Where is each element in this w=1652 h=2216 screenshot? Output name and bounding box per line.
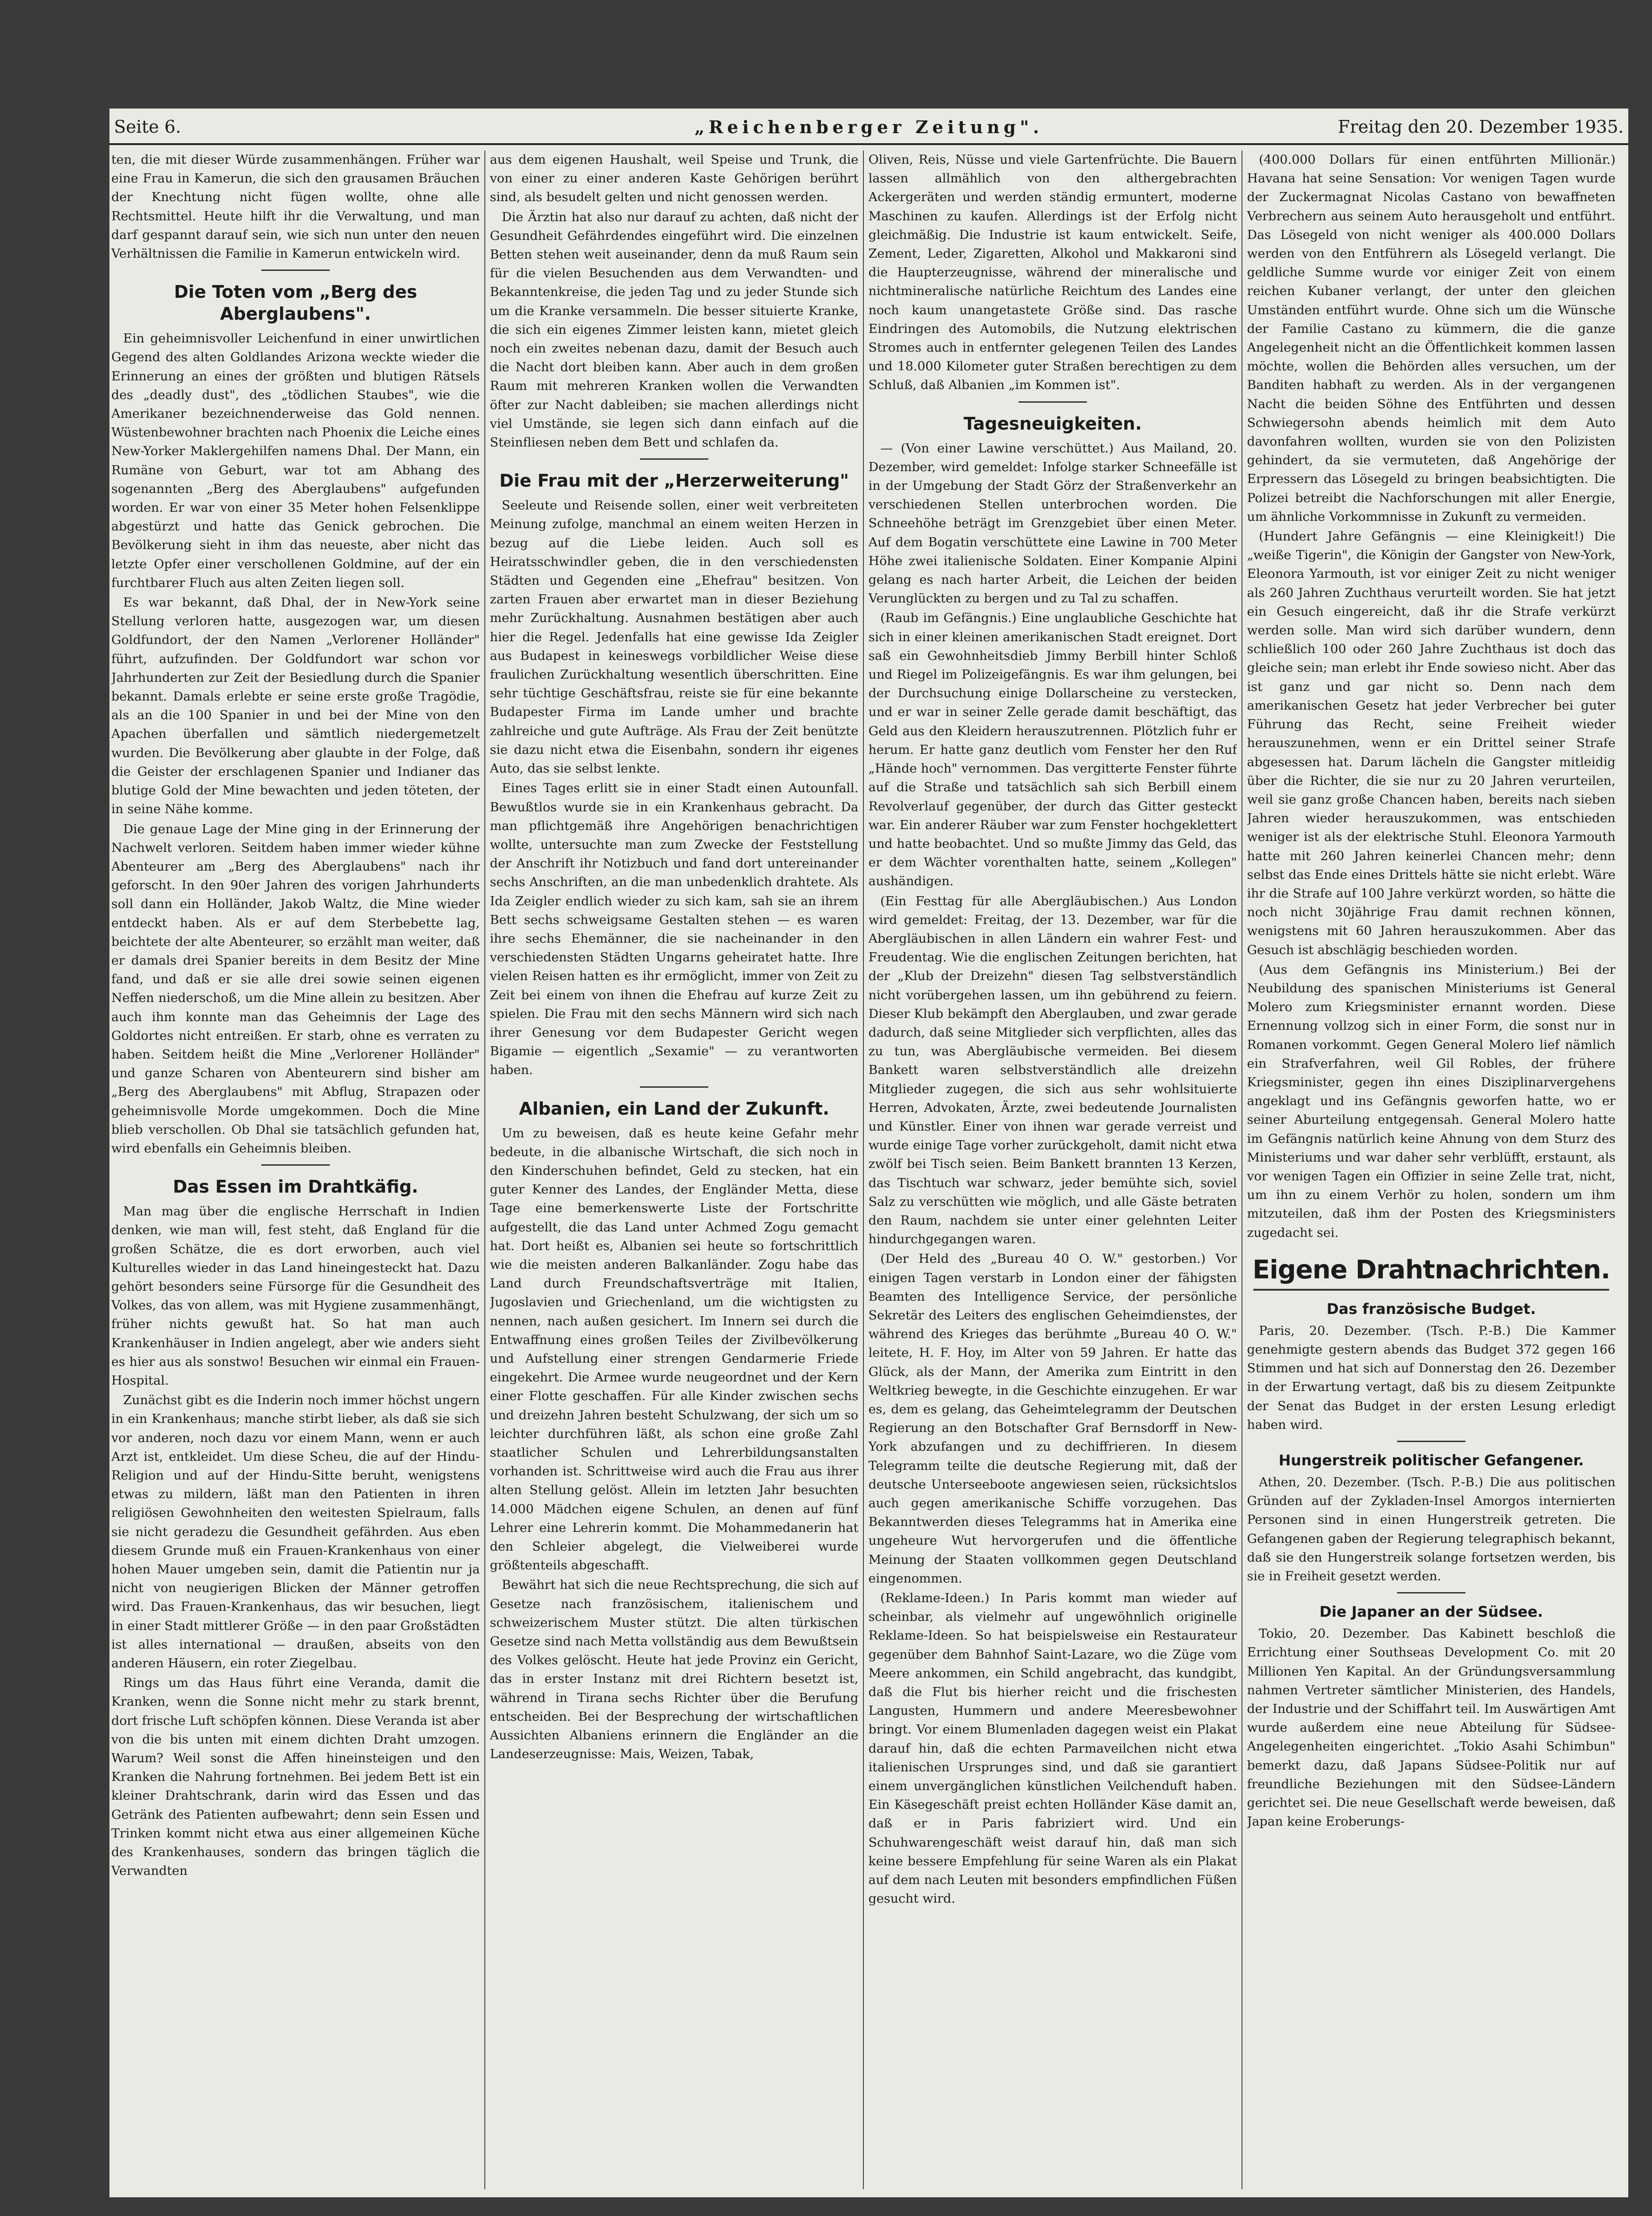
article-paragraph: Bewährt hat sich die neue Rechtsprechung, die sich auf Gesetze nach französischem, italienischem und schweizerischem Muster stützt. Die alten türkischen Gesetze sind nach Metta vollständig aus dem Bewußtsein des Volkes gelöscht. Heute hat jede Provinz ein Gericht, das in erster Instanz mit drei Richtern besetzt ist, während in Tirana sechs Richter über die Berufung entscheiden. Bei der Besprechung der wirtschaftlichen Aussichten Albaniens erinnern die Engländer an die Landeserzeugnisse: Mais, Weizen, Tabak, [490, 1578, 858, 1762]
article-separator [640, 1086, 708, 1088]
column-3 [868, 151, 1237, 2189]
newspaper-page [109, 109, 1628, 2197]
article-paragraph: Eines Tages erlitt sie in einer Stadt einen Autounfall. Bewußtlos wurde sie in ein Krankenhaus gebracht. Da man pflichtgemäß ihre Angehörigen benachrichtigen wollte, untersuchte man zum Zwecke der Feststellung der Anschrift ihr Notizbuch und fand dort untereinander sechs Anschriften, an die man unbedenklich drahtete. Als Ida Zeigler endlich wieder zu sich kam, sah sie an ihrem Bett sechs schweigsame Gestalten stehen — es waren ihre sechs Ehemänner, die sie nacheinander in den verschiedensten Städten Ungarns geheiratet hatte. Ihre vielen Reisen hatten es ihr ermöglicht, immer von Zeit zu Zeit bei einem von ihnen die Ehefrau auf kurze Zeit zu spielen. Die Frau mit den sechs Männern wird sich nach ihrer Genesung vor dem Budapester Gericht wegen Bigamie — eigentlich „Sexamie" — zu verantworten haben. [490, 781, 858, 1078]
banner-rule [1253, 1289, 1609, 1291]
article-separator [261, 1164, 330, 1166]
article-separator [1397, 1592, 1465, 1593]
column-divider [484, 151, 485, 2189]
column-2 [490, 151, 858, 2189]
newspaper-title: „Reichenberger Zeitung". [694, 117, 1044, 137]
article-paragraph: Oliven, Reis, Nüsse und viele Gartenfrüchte. Die Bauern lassen allmählich von den althergebrachten Ackergeräten und werden ständig ermuntert, moderne Maschinen zu kaufen. Allerdings ist der Erfolg nicht gleichmäßig. Die Industrie ist kaum entwickelt. Seife, Zement, Leder, Zigaretten, Alkohol und Makkaroni sind die Haupterzeugnisse, während der mineralische und nichtmineralische natürliche Reichtum des Landes eine noch kaum unangetastete Größe sind. Das rasche Eindringen des Automobils, die Nutzung elektrischen Stromes auch in entfernter gelegenen Teilen des Landes und 18.000 Kilometer guter Straßen berechtigen zu dem Schluß, daß Albanien „im Kommen ist". [868, 152, 1237, 393]
column-1 [111, 151, 480, 2189]
article-headline: Das französische Budget. [1326, 1300, 1536, 1318]
column-divider [863, 151, 864, 2189]
article-headline: Hungerstreik politischer Gefangener. [1278, 1452, 1584, 1469]
article-separator [1018, 401, 1087, 403]
article-paragraph: Zunächst gibt es die Inderin noch immer höchst ungern in ein Krankenhaus; manche stirbt lieber, als daß sie sich vor anderen, noch dazu vor einem Mann, wenn er auch Arzt ist, entkleidet. Um diese Scheu, die auf der Hindu-Religion und auf der Hindu-Sitte beruht, wenigstens etwas zu mildern, läßt man den Patienten in ihren religiösen Gewohnheiten den weitesten Spielraum, falls sie nicht geradezu die Gesundheit gefährden. Aus eben diesem Grunde muß ein Frauen-Krankenhaus von einer hohen Mauer umgeben sein, damit die Patientin nur ja nicht von neugierigen Blicken der Männer getroffen wird. Das Frauen-Krankenhaus, das wir besuchen, liegt in einer Stadt mittlerer Größe — in den paar Großstädten ist alles international — draußen, abseits von den anderen Häusern, ein roter Ziegelbau. [111, 1393, 480, 1671]
article-paragraph: Es war bekannt, daß Dhal, der in New-York seine Stellung verloren hatte, ausgezogen war, um diesen Goldfundort, der den Namen „Verlorener Holländer" führt, aufzufinden. Der Goldfundort war schon vor Jahrhunderten zur Zeit der Besiedlung durch die Spanier bekannt. Damals erlebte er seine erste große Tragödie, als an die 100 Spanier in und bei der Mine von den Apachen überfallen und sämtlich niedergemetzelt wurden. Die Bevölkerung aber glaubte in der Folge, daß die Geister der erschlagenen Spanier und Indianer das blutige Gold der Mine bewachten und jeden töteten, der in seine Nähe komme. [111, 595, 480, 817]
section-headline: Tagesneuigkeiten. [963, 413, 1142, 434]
article-separator [640, 458, 708, 460]
article-paragraph: Athen, 20. Dezember. (Tsch. P.-B.) Die aus politischen Gründen auf der Zykladen-Insel Amorgos internierten Personen sind in einen Hungerstreik getreten. Die Gefangenen gaben der Regierung telegraphisch bekannt, daß sie den Hungerstreik solange fortsetzen werden, bis sie in Freiheit gesetzt werden. [1247, 1475, 1616, 1584]
news-item: (Hundert Jahre Gefängnis — eine Kleinigkeit!) Die „weiße Tigerin", die Königin der Gangster von New-York, Eleonora Yarmouth, ist vor einiger Zeit zu nicht weniger als 260 Jahren Zuchthaus verurteilt worden. Sie hat jetzt ein Gesuch eingereicht, daß ihr die Strafe verkürzt werden solle. Man wird sich darüber wundern, denn schließlich 100 oder 260 Jahre Zuchthaus ist doch das gleiche sein; man erlebt ihr Ende sowieso nicht. Aber das ist ganz und gar nicht so. Denn nach dem amerikanischen Gesetz hat jeder Verbrecher bei guter Führung das Recht, seine Freiheit wieder herauszunehmen, wenn er ein Drittel seiner Strafe abgesessen hat. Darum lächeln die Gangster mitleidig über die Richter, die sie nur zu 20 Jahren verurteilen, weil sie ganz große Chancen haben, bereits nach sieben Jahren wieder herauszukommen, was entschieden weniger ist als der elektrische Stuhl. Eleonora Yarmouth hatte mit 260 Jahren keinerlei Chancen mehr; denn selbst das Ende eines Drittels hätte sie nicht erlebt. Wäre ihr die Strafe auf 100 Jahre verkürzt worden, so hätte die noch nicht 30jährige Frau damit rechnen können, wenigstens mit 60 Jahren herauszukommen. Aber das Gesuch ist abschlägig beschieden worden. [1247, 529, 1616, 957]
column-4 [1247, 151, 1616, 2189]
news-item: (Reklame-Ideen.) In Paris kommt man wieder auf scheinbar, als vielmehr auf ungewöhnlich originelle Reklame-Ideen. So hat beispielsweise ein Restaurateur gegenüber dem Bahnhof Saint-Lazare, wo die Züge vom Meere ankommen, ein Schild angebracht, das kundgibt, daß die Flut bis hierher reicht und die frischesten Langusten, Hummern und andere Meeresbewohner bringt. Vor einem Blumenladen dagegen weist ein Plakat darauf hin, daß die echten Parmaveilchen nicht etwa italienischen Ursprunges sind, und daß sie garantiert einem unvergänglichen künstlichen Veilchenduft haben. Ein Käsegeschäft preist echten Holländer Käse damit an, daß er in Paris fabriziert wird. Und ein Schuhwarengeschäft weist darauf hin, daß man sich keine bessere Empfehlung für seine Waren als ein Plakat auf dem nach Leuten mit besonders empfindlichen Füßen gesucht wird. [868, 1591, 1237, 1906]
article-paragraph: Man mag über die englische Herrschaft in Indien denken, wie man will, fest steht, daß England für die großen Schätze, die es dort erworben, auch viel Kulturelles wieder in das Land hineingesteckt hat. Dazu gehört besonders seine Fürsorge für die Gesundheit des Volkes, das von allem, was mit Hygiene zusammenhängt, früher nichts gewußt hat. So hat man auch Krankenhäuser in Indien angelegt, aber wie anders sieht es hier aus als sonstwo! Besuchen wir einmal ein Frauen-Hospital. [111, 1204, 480, 1388]
news-item: (Ein Festtag für alle Abergläubischen.) Aus London wird gemeldet: Freitag, der 13. Dezember, war für die Abergläubischen in allen Ländern ein wahrer Fest- und Freudentag. Wie die englischen Zeitungen berichten, hat der „Klub der Dreizehn" diesen Tag selbstverständlich nicht vorübergehen lassen, um ihn gebührend zu feiern. Dieser Klub bekämpft den Aberglauben, und zwar gerade dadurch, daß seine Mitglieder sich verpflichten, alles das zu tun, was Abergläubische vermeiden. Bei diesem Bankett waren selbstverständlich alle dreizehn Mitglieder zugegen, die sich aus sehr wohlsituierte Herren, Advokaten, Ärzte, zwei bedeutende Journalisten und Künstler. Einer von ihnen war gerade verreist und wurde einige Tage vorher zurückgeholt, damit nicht etwa zwölf bei Tisch seien. Beim Bankett brannten 13 Kerzen, das Tischtuch war schwarz, jeder bemühte sich, soviel Salz zu verschütten wie möglich, und alle Gäste betraten den Raum, nachdem sie unter einer gelehnten Leiter hindurchgegangen waren. [868, 893, 1237, 1247]
news-item: (Aus dem Gefängnis ins Ministerium.) Bei der Neubildung des spanischen Ministeriums ist General Molero zum Kriegsminister ernannt worden. Diese Ernennung vollzog sich in einer Form, die sonst nur in Romanen vorkommt. Gegen General Molero lief nämlich ein Strafverfahren, weil Gil Robles, der frühere Kriegsminister, gegen ihn eines Disziplinarvergehens angeklagt und ins Gefängnis geworfen hatte, wo er seiner Aburteilung entgegensah. General Molero hatte im Gefängnis natürlich keine Ahnung von dem Sturz des Ministeriums und war daher sehr verblüfft, erstaunt, als vor wenigen Tagen ein Offizier in seine Zelle trat, nicht, um ihn zu einem Verhör zu holen, sondern um ihm mitzuteilen, daß ihm der Posten des Kriegsministers zugedacht sei. [1247, 962, 1616, 1240]
article-paragraph: Tokio, 20. Dezember. Das Kabinett beschloß die Errichtung einer Southseas Development Co. mit 20 Millionen Yen Kapital. An der Gründungsversammlung nahmen Vertreter sämtlicher Ministerien, des Handels, der Industrie und der Schiffahrt teil. Im Auswärtigen Amt wurde außerdem eine neue Abteilung für Südsee-Angelegenheiten eingerichtet. „Tokio Asahi Schimbun" bemerkt dazu, daß Japans Südsee-Politik nur auf freundliche Beziehungen mit den Südsee-Ländern gerichtet sei. Die neue Gesellschaft werde beweisen, daß Japan keine Eroberungs- [1247, 1626, 1616, 1829]
article-paragraph: Paris, 20. Dezember. (Tsch. P.-B.) Die Kammer genehmigte gestern abends das Budget 372 gegen 166 Stimmen und hat sich auf Donnerstag den 26. Dezember in der Erwartung vertagt, daß bis zu diesem Zeitpunkte der Senat das Budget in der ersten Lesung erledigt haben wird. [1247, 1323, 1616, 1432]
article-paragraph: Um zu beweisen, daß es heute keine Gefahr mehr bedeute, in die albanische Wirtschaft, die sich noch in den Kinderschuhen befindet, Geld zu stecken, hat ein guter Kenner des Landes, der Engländer Metta, diese Tage eine bemerkenswerte Liste der Fortschritte aufgestellt, die das Land unter Achmed Zogu gemacht hat. Dort heißt es, Albanien sei heute so fortschrittlich wie die meisten anderen Balkanländer. Zogu habe das Land durch Freundschaftsverträge mit Italien, Jugoslavien und Griechenland, um die wichtigsten zu nennen, nach außen gesichert. Im Innern sei durch die Entwaffnung eines großen Teiles der Zivilbevölkerung und Aufstellung einer strengen Gendarmerie Friede eingekehrt. Die Armee wurde neugeordnet und der Kern einer Flotte geschaffen. Für alle Kinder zwischen sechs und dreizehn Jahren besteht Schulzwang, der sich um so leichter durchführen läßt, als schon eine große Zahl staatlicher Schulen und Lehrerbildungsanstalten vorhanden ist. Schrittweise wird auch die Frau aus ihrer alten Stellung gelöst. Allein im letzten Jahr besuchten 14.000 Mädchen eigene Schulen, an denen auf fünf Lehrer eine Lehrerin kommt. Die Mohammedanerin hat den Schleier abgelegt, die Vielweiberei wurde größtenteils abgeschafft. [490, 1126, 858, 1573]
article-paragraph: ten, die mit dieser Würde zusammenhängen. Früher war eine Frau in Kamerun, die sich den grausamen Bräuchen der Knechtung nicht fügen wollte, ohne alle Rechtsmittel. Heute hilft ihr die Verwaltung, und man darf gespannt darauf sein, wie sich nun unter den neuen Verhältnissen die Familie in Kamerun entwickeln wird. [111, 152, 480, 261]
article-headline: Albanien, ein Land der Zukunft. [519, 1098, 830, 1119]
article-headline: Die Toten vom „Berg des Aberglaubens". [174, 282, 417, 324]
news-item: (Der Held des „Bureau 40 O. W." gestorben.) Vor einigen Tagen verstarb in London einer der fähigsten Beamten des Intelligence Service, der persönliche Sekretär des Leiters des englischen Geheimdienstes, der während des Krieges das berühmte „Bureau 40 O. W." leitete, H. F. Hoy, im Alter von 59 Jahren. Er hatte das Glück, als der Mann, der Amerika zum Eintritt in den Weltkrieg bewegte, in die Geschichte einzugehen. Er war es, dem es gelang, das Geheimtelegramm der Deutschen Regierung an den Botschafter Graf Bernsdorff in New-York abzufangen und zu dechiffrieren. In diesem Telegramm teilte die deutsche Regierung mit, daß der deutsche Unterseeboote angewiesen seien, rücksichtslos auch gegen amerikanische Schiffe vorzugehen. Das Bekanntwerden dieses Telegramms hat in Amerika eine ungeheure Wut hervorgerufen und die öffentliche Meinung der Staaten vollkommen gegen Deutschland eingenommen. [868, 1251, 1237, 1586]
article-headline: Die Frau mit der „Herzerweiterung" [499, 471, 849, 491]
article-paragraph: Ein geheimnisvoller Leichenfund in einer unwirtlichen Gegend des alten Goldlandes Arizona weckte wieder die Erinnerung an eines der größten und blutigen Rätsels des „deadly dust", des „tödlichen Staubes", wie die Amerikaner bezeichnenderweise das Gold nennen. Wüstenbewohner brachten nach Phoenix die Leiche eines New-Yorker Maklergehilfen namens Dhal. Der Mann, ein Rumäne von Geburt, war tot am Abhang des sogenannten „Berg des Aberglaubens" aufgefunden worden. Er war von einer 35 Meter hohen Felsenklippe abgestürzt und hatte das Genick gebrochen. Die Bevölkerung sieht in ihm das neueste, aber nicht das letzte Opfer einer verschollenen Goldmine, auf der ein furchtbarer Fluch aus alten Zeiten liegen soll. [111, 331, 480, 590]
news-item: — (Von einer Lawine verschüttet.) Aus Mailand, 20. Dezember, wird gemeldet: Infolge starker Schneefälle ist in der Umgebung der Stadt Görz der Straßenverkehr an verschiedenen Stellen unterbrochen worden. Die Schneehöhe beträgt im Grenzgebiet über einen Meter. Auf dem Bogatin verschüttete eine Lawine in 700 Meter Höhe zwei italienische Soldaten. Einer Kompanie Alpini gelang es nach harter Arbeit, die Leichen der beiden Verunglückten zu bergen und zu Tal zu schaffen. [868, 441, 1237, 606]
news-item: (400.000 Dollars für einen entführten Millionär.) Havana hat seine Sensation: Vor wenigen Tagen wurde der Zuckermagnat Nicolas Castano von bewaffneten Verbrechern aus seinem Auto herausgeholt und entführt. Das Lösegeld von nicht weniger als 400.000 Dollars werden von den Entführern als Lösegeld verlangt. Die geldliche Summe wurde vor einiger Zeit von einem reichen Kubaner verlangt, der unter den gleichen Umständen entführt wurde. Ohne sich um die Wünsche der Familie Castano zu kümmern, die die ganze Angelegenheit nicht an die Öffentlichkeit kommen lassen möchte, wollen die Behörden alles versuchen, um der Banditen habhaft zu werden. Als in der vergangenen Nacht die beiden Söhne des Entführten und dessen Schwiegersohn abends heimlich mit dem Auto davonfahren wollten, wurden sie von den Polizisten gehindert, da sie vermuteten, daß Angehörige der Erpressern das Lösegeld zu bringen beabsichtigten. Die Polizei betreibt die Nachforschungen mit aller Energie, um ähnliche Vorkommnisse in Zukunft zu vermeiden. [1247, 152, 1616, 524]
news-item: (Raub im Gefängnis.) Eine unglaubliche Geschichte hat sich in einer kleinen amerikanischen Stadt ereignet. Dort saß ein Gewohnheitsdieb Jimmy Berbill hinter Schloß und Riegel im Polizeigefängnis. Es war ihm gelungen, bei der Durchsuchung einige Dollarscheine zu verstecken, und er war in seiner Zelle gerade damit beschäftigt, das Geld aus den Kleidern herauszutrennen. Plötzlich fuhr er herum. Er hatte ganz deutlich vom Fenster her den Ruf „Hände hoch" vernommen. Das vergitterte Fenster führte auf die Straße und tatsächlich sah sich Berbill einem Revolverlauf gegenüber, der durch das Gitter gesteckt war. Ein anderer Räuber war zum Fenster hochgeklettert und hatte beobachtet. Und so mußte Jimmy das Geld, das er dem Wächter vorenthalten hatte, seinem „Kollegen" aushändigen. [868, 611, 1237, 889]
header-rule [109, 143, 1628, 145]
article-paragraph: Die Ärztin hat also nur darauf zu achten, daß nicht der Gesundheit Gefährdendes eingeführt wird. Die einzelnen Betten stehen weit auseinander, denn da muß Raum sein für die vielen Besuchenden aus dem Verwandten- und Bekanntenkreise, die jeden Tag und zu jeder Stunde sich um die Kranke versammeln. Die besser situierte Kranke, die sich ein eigenes Zimmer leisten kann, mietet gleich noch ein zweites nebenan dazu, damit der Besuch auch die Nacht dort bleiben kann. Aber auch in dem großen Raum mit mehreren Kranken wollen die Verwandten öfter zur Nacht dableiben; sie machen allerdings nicht viel Umstände, sie legen sich dann einfach auf die Steinfliesen neben dem Bett und schlafen da. [490, 209, 858, 450]
article-paragraph: Die genaue Lage der Mine ging in der Erinnerung der Nachwelt verloren. Seitdem haben immer wieder kühne Abenteurer am „Berg des Aberglaubens" nach ihr geforscht. In den 90er Jahren des vorigen Jahrhunderts soll dann ein Holländer, Jakob Waltz, die Mine wieder entdeckt haben. Als er auf dem Sterbebette lag, beichtete der alte Abenteurer, so erzählt man weiter, daß er damals drei Spanier bereits in dem Besitz der Mine fand, und daß er sie alle drei sowie seinen eigenen Neffen niederschoß, um die Mine allein zu besitzen. Aber auch ihm konnte man das Geheimnis der Lage des Goldortes nicht entreißen. Er starb, ohne es verraten zu haben. Seitdem heißt die Mine „Verlorener Holländer" und ganze Scharen von Abenteurern sind bisher am „Berg des Aberglaubens" mit Abflug, Strapazen oder geheimnisvolle Morde umgekommen. Doch die Mine blieb verschollen. Ob Dhal sie tatsächlich gefunden hat, wird ebenfalls ein Geheimnis bleiben. [111, 821, 480, 1156]
issue-date: Freitag den 20. Dezember 1935. [1338, 117, 1624, 137]
article-separator [261, 270, 330, 271]
article-separator [1397, 1441, 1465, 1442]
section-banner: Eigene Drahtnachrichten. [1252, 1255, 1610, 1285]
article-headline: Das Essen im Drahtkäfig. [173, 1177, 418, 1197]
article-paragraph: Rings um das Haus führt eine Veranda, damit die Kranken, wenn die Sonne nicht mehr zu stark brennt, dort frische Luft schöpfen können. Diese Veranda ist aber von die bis unten mit einem dichten Draht umzogen. Warum? Weil sonst die Affen hineinsteigen und den Kranken die Nahrung fortnehmen. Bei jedem Bett ist ein kleiner Drahtschrank, darin wird das Essen und das Getränk des Patienten aufbewahrt; denn sein Essen und Trinken kommt nicht etwa aus einer allgemeinen Küche des Krankenhauses, sondern das bringen täglich die Verwandten [111, 1676, 480, 1879]
article-paragraph: Seeleute und Reisende sollen, einer weit verbreiteten Meinung zufolge, manchmal an einem weiten Herzen in bezug auf die Liebe leiden. Auch soll es Heiratsschwindler geben, die in den verschiedensten Städten und Gegenden eine „Ehefrau" besitzen. Von zarten Frauen aber erwartet man in dieser Beziehung mehr Zurückhaltung. Ausnahmen bestätigen aber auch hier die Regel. Jedenfalls hat eine gewisse Ida Zeigler aus Budapest in keineswegs vorbildlicher Weise diese fraulichen Zurückhaltung wesentlich überschritten. Eine sehr tüchtige Geschäftsfrau, reiste sie für eine bekannte Budapester Firma im Lande umher und brachte zahlreiche und gute Aufträge. Als Frau der Zeit benützte sie dazu nicht etwa die Eisenbahn, sondern ihr eigenes Auto, das sie selbst lenkte. [490, 498, 858, 776]
article-headline: Die Japaner an der Südsee. [1319, 1603, 1543, 1621]
article-paragraph: aus dem eigenen Haushalt, weil Speise und Trunk, die von einer zu einer anderen Kaste Gehörigen berührt sind, als besudelt gelten und nicht genossen werden. [490, 152, 858, 205]
page-number: Seite 6. [114, 117, 181, 137]
